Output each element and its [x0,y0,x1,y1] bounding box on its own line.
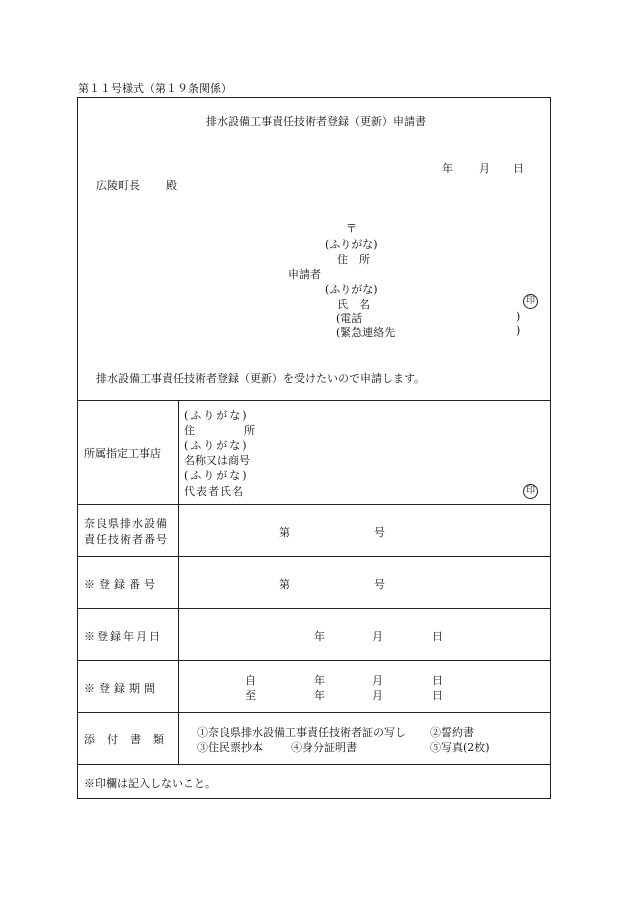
shop-furigana-3: (ふりがな) [184,469,249,482]
attachment-item-1: ①奈良県排水設備工事責任技術者証の写し [197,726,406,739]
registration-date-year: 年 [314,630,325,643]
postal-mark: 〒 [346,222,357,235]
registration-date-month: 月 [372,630,383,643]
shop-furigana-2: (ふりがな) [184,439,249,452]
form-number: 第１１号様式（第１９条関係） [78,82,232,95]
shop-address-label-2: 所 [244,424,255,437]
period-to-month: 月 [372,689,383,702]
shop-address-label-1: 住 [184,424,195,437]
row-divider [77,764,551,765]
row-divider [77,712,551,713]
applicant-emergency-label: (緊急連絡先 [336,326,396,339]
applicant-emergency-close: ) [516,324,521,337]
applicant-seal-mark: 印 [523,294,538,309]
registration-number-dai: 第 [279,578,290,591]
note-text: ※印欄は記入しないこと。 [84,777,216,790]
applicant-phone-label: (電話 [336,312,363,325]
attachment-item-3: ③住民票抄本 [197,741,263,754]
applicant-furigana-1: (ふりがな) [325,238,378,251]
applicant-furigana-2: (ふりがな) [325,283,378,296]
nara-number-go: 号 [374,526,385,539]
row-divider [77,660,551,661]
shop-furigana-1: (ふりがな) [184,409,249,422]
period-from-month: 月 [372,674,383,687]
period-from-year: 年 [314,674,325,687]
row-divider [77,504,551,505]
applicant-phone-close: ) [516,310,521,323]
nara-number-dai: 第 [279,526,290,539]
addressee-honorific: 殿 [166,179,177,192]
attachment-item-5: ⑤写真(2枚) [430,741,490,754]
row-divider [77,400,551,401]
applicant-label: 申請者 [288,268,321,281]
attachments-label: 添付書類 [84,733,176,746]
registration-number-go: 号 [374,578,385,591]
applicant-address-label: 住 所 [337,253,370,266]
period-to-day: 日 [432,689,443,702]
period-to: 至 [245,689,256,702]
nara-number-label-1: 奈良県排水設備 [84,517,168,530]
registration-period-label: ※登録期間 [84,682,159,695]
shop-company-label: 名称又は商号 [184,454,250,467]
column-divider [178,400,179,764]
date-day: 日 [513,162,524,175]
registration-date-label: ※登録年月日 [84,630,162,643]
date-year: 年 [442,162,453,175]
attachment-item-4: ④身分証明書 [291,741,357,754]
shop-representative-label: 代表者氏名 [184,485,244,498]
shop-seal-mark: 印 [523,484,538,499]
registration-number-label: ※登録番号 [84,578,159,591]
applicant-name-label: 氏 名 [337,298,370,311]
registration-date-day: 日 [432,630,443,643]
row-divider [77,608,551,609]
date-month: 月 [479,162,490,175]
affiliated-shop-label: 所属指定工事店 [84,447,161,460]
attachment-item-2: ②誓約書 [430,726,474,739]
row-divider [77,556,551,557]
form-title: 排水設備工事責任技術者登録（更新）申請書 [206,115,426,128]
request-statement: 排水設備工事責任技術者登録（更新）を受けたいので申請します。 [96,372,426,385]
period-from-day: 日 [432,674,443,687]
period-from: 自 [245,674,256,687]
addressee-name: 広陵町長 [96,179,140,192]
period-to-year: 年 [314,689,325,702]
nara-number-label-2: 責任技術者番号 [84,533,168,546]
